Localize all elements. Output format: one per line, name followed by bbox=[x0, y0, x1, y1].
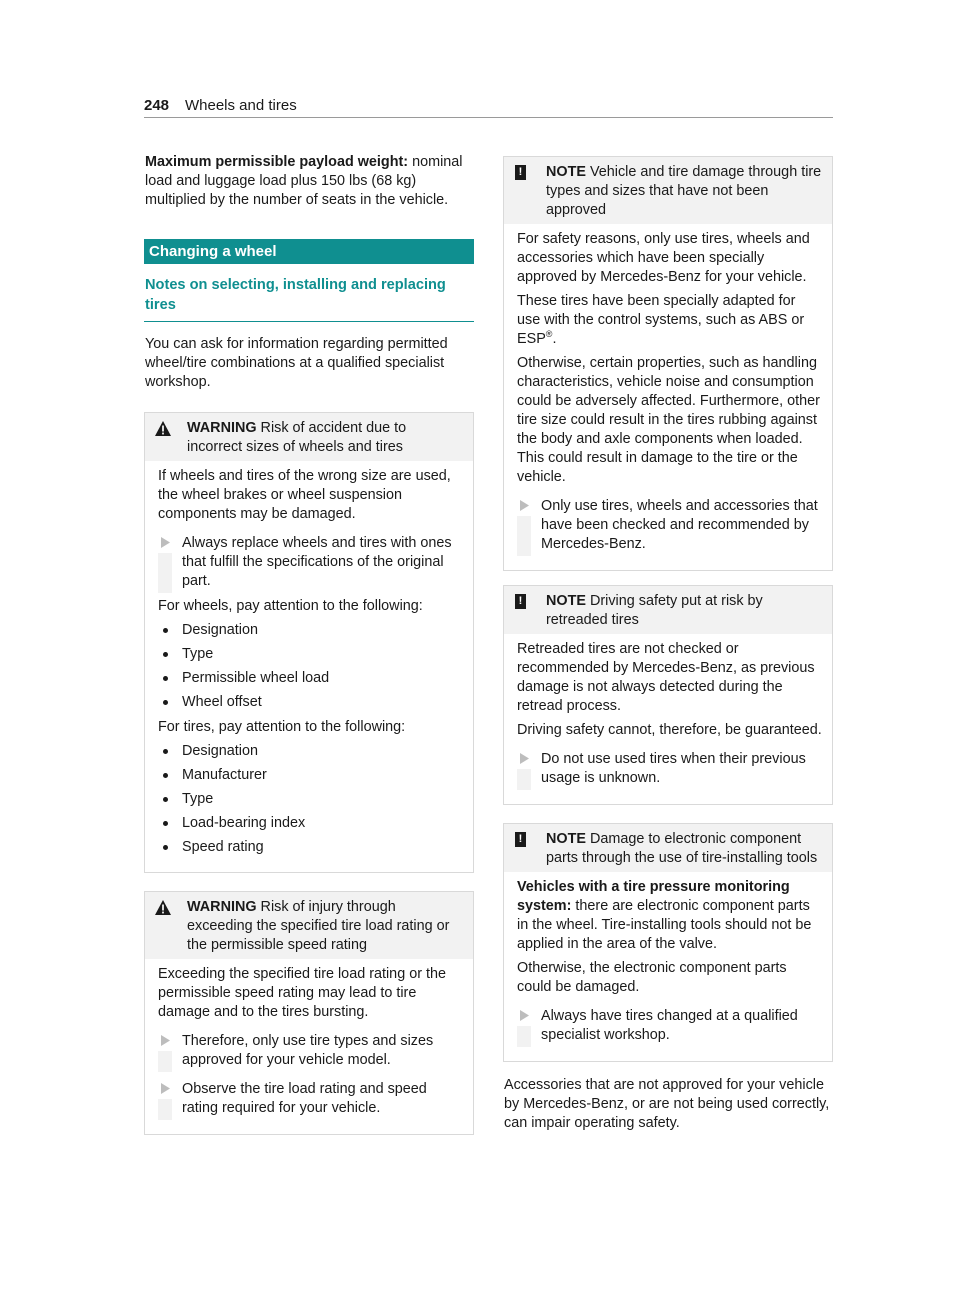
warning-title: Risk of accident due to incorrect sizes of wheels and tires bbox=[187, 420, 407, 455]
step-text: Only use tires, wheels and accessories that have been checked and recommended by Mercedes-Benz. bbox=[541, 498, 818, 552]
left-column bbox=[144, 153, 474, 1135]
note-paragraph: For safety reasons, only use tires, wheels and accessories which have been specially approved by Mercedes-Benz for your vehicle. bbox=[517, 231, 810, 285]
step-text: Do not use used tires when their previous usage is unknown. bbox=[541, 751, 806, 786]
note-keyword: NOTE bbox=[546, 593, 586, 609]
warning-header bbox=[145, 892, 473, 959]
step-arrow-icon bbox=[161, 1083, 170, 1094]
bullet-dot-icon bbox=[163, 700, 168, 705]
warning-box-incorrect-sizes bbox=[144, 412, 474, 873]
note-exclamation-icon: ! bbox=[515, 832, 526, 847]
warning-text: Exceeding the specified tire load rating or the permissible speed rating may lead to tire damage and to the tires bursting. bbox=[158, 966, 446, 1020]
step-text: Always have tires changed at a qualified specialist workshop. bbox=[541, 1008, 798, 1043]
note-paragraph: Retreaded tires are not checked or recommended by Mercedes-Benz, as previous damage is not always detected during the retread process. bbox=[517, 641, 815, 714]
note-body bbox=[504, 224, 832, 570]
bullet-dot-icon bbox=[163, 749, 168, 754]
warning-title: Risk of injury through exceeding the specified tire load rating or the permissible speed rating bbox=[187, 899, 450, 953]
step-arrow-icon bbox=[161, 537, 170, 548]
step-item bbox=[158, 534, 463, 591]
bullet-dot-icon bbox=[163, 773, 168, 778]
step-arrow-icon bbox=[161, 1035, 170, 1046]
step-arrow-icon bbox=[520, 1010, 529, 1021]
step-item bbox=[158, 1080, 463, 1118]
note-keyword: NOTE bbox=[546, 164, 586, 180]
tires-intro: For tires, pay attention to the following: bbox=[158, 719, 406, 735]
warning-body bbox=[145, 959, 473, 1134]
note-header bbox=[504, 157, 832, 224]
list-item: Manufacturer bbox=[158, 766, 463, 785]
bullet-dot-icon bbox=[163, 652, 168, 657]
intro-body-text: You can ask for information regarding permitted wheel/tire combinations at a qualified specialist workshop. bbox=[145, 336, 448, 390]
note-paragraph: Otherwise, the electronic component parts could be damaged. bbox=[517, 960, 787, 995]
note-title: Driving safety put at risk by retreaded tires bbox=[546, 593, 763, 628]
page-header bbox=[144, 96, 833, 118]
note-box-electronic-components bbox=[503, 823, 833, 1062]
running-section-title: Wheels and tires bbox=[185, 97, 297, 114]
step-item bbox=[517, 497, 822, 554]
note-title: Damage to electronic component parts through the use of tire-installing tools bbox=[546, 831, 818, 866]
bullet-dot-icon bbox=[163, 821, 168, 826]
note-exclamation-icon: ! bbox=[515, 594, 526, 609]
note-exclamation-icon: ! bbox=[515, 165, 526, 180]
payload-text: nominal load and luggage load plus 150 lbs (68 kg) multiplied by the number of seats in the vehicle. bbox=[145, 154, 463, 208]
list-item: Load-bearing index bbox=[158, 814, 463, 833]
list-item: Wheel offset bbox=[158, 693, 463, 712]
wheels-intro: For wheels, pay attention to the following: bbox=[158, 598, 423, 614]
payload-term: Maximum permissible payload weight: bbox=[145, 154, 409, 170]
note-keyword: NOTE bbox=[546, 831, 586, 847]
list-item: Type bbox=[158, 790, 463, 809]
warning-triangle-icon bbox=[155, 421, 171, 436]
warning-text: If wheels and tires of the wrong size are used, the wheel brakes or wheel suspension components may be damaged. bbox=[158, 468, 451, 522]
note-header bbox=[504, 586, 832, 634]
warning-box-load-rating bbox=[144, 891, 474, 1135]
bullet-dot-icon bbox=[163, 676, 168, 681]
bullet-dot-icon bbox=[163, 797, 168, 802]
section-bar-changing-wheel: Changing a wheel bbox=[144, 239, 474, 264]
step-item bbox=[158, 1032, 463, 1070]
list-item: Permissible wheel load bbox=[158, 669, 463, 688]
payload-definition bbox=[144, 153, 474, 210]
note-paragraph: Driving safety cannot, therefore, be guaranteed. bbox=[517, 722, 822, 738]
list-item: Type bbox=[158, 645, 463, 664]
step-text: Therefore, only use tire types and sizes approved for your vehicle model. bbox=[182, 1033, 434, 1068]
bullet-dot-icon bbox=[163, 845, 168, 850]
note-box-unapproved-tires bbox=[503, 156, 833, 571]
note-body bbox=[504, 634, 832, 804]
bullet-dot-icon bbox=[163, 628, 168, 633]
step-item bbox=[517, 750, 822, 788]
list-item: Speed rating bbox=[158, 838, 463, 857]
warning-keyword: WARNING bbox=[187, 899, 257, 915]
warning-keyword: WARNING bbox=[187, 420, 257, 436]
page-number: 248 bbox=[144, 97, 170, 114]
step-arrow-icon bbox=[520, 753, 529, 764]
right-column bbox=[503, 156, 833, 1133]
list-item: Designation bbox=[158, 742, 463, 761]
step-text: Observe the tire load rating and speed rating required for your vehicle. bbox=[182, 1081, 427, 1116]
note-paragraph: Otherwise, certain properties, such as handling characteristics, vehicle noise and consumption could be adversely affected. Furthermore, other tire size could result in the tires rubbing against the body and axle components when loaded. This could result in damage to the tire or the vehicle. bbox=[517, 355, 820, 485]
note-title: Vehicle and tire damage through tire types and sizes that have not been approved bbox=[546, 164, 822, 218]
step-item bbox=[517, 1007, 822, 1045]
closing-paragraph: Accessories that are not approved for your vehicle by Mercedes-Benz, or are not being used correctly, can impair operating safety. bbox=[504, 1077, 830, 1131]
step-text: Always replace wheels and tires with ones that fulfill the specifications of the original part. bbox=[182, 535, 452, 589]
subheading-selecting-tires: Notes on selecting, installing and replacing tires bbox=[144, 275, 474, 322]
list-item: Designation bbox=[158, 621, 463, 640]
warning-triangle-icon bbox=[155, 900, 171, 915]
note-box-retreaded-tires bbox=[503, 585, 833, 805]
step-arrow-icon bbox=[520, 500, 529, 511]
note-paragraph: These tires have been specially adapted for use with the control systems, such as ABS or ESP®. bbox=[517, 293, 805, 347]
warning-body bbox=[145, 461, 473, 872]
note-paragraph: Vehicles with a tire pressure monitoring system: there are electronic component parts in the wheel. Tire-installing tools should not be applied in the area of the valve. bbox=[517, 879, 812, 952]
note-header bbox=[504, 824, 832, 872]
note-body bbox=[504, 872, 832, 1061]
warning-header bbox=[145, 413, 473, 461]
